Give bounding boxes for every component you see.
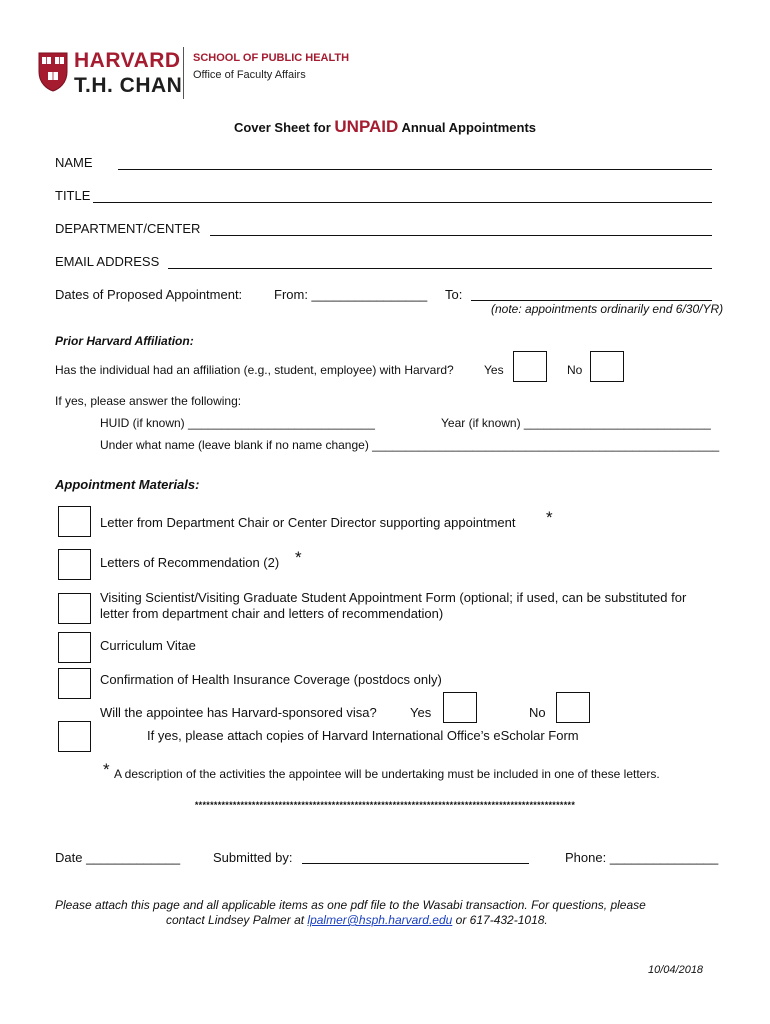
page-title: Cover Sheet for UNPAID Annual Appointments [233, 117, 537, 136]
item-visiting-form-line2: letter from department chair and letters of recommendation) [100, 606, 444, 621]
prior-heading: Prior Harvard Affiliation: [55, 334, 194, 348]
checkbox-visiting-form[interactable] [58, 593, 91, 624]
harvard-shield-icon [38, 52, 68, 92]
separator: **************************************************************************************************** [194, 800, 576, 810]
logo-harvard: HARVARD [74, 49, 181, 72]
dates-label: Dates of Proposed Appointment: [55, 287, 243, 302]
logo-chan: T.H. CHAN [74, 74, 183, 97]
phone-field[interactable]: Phone: _______________ [565, 850, 719, 865]
department-field[interactable] [210, 235, 712, 236]
visa-attach-text: If yes, please attach copies of Harvard International Office’s eScholar Form [147, 728, 579, 743]
title-highlight: UNPAID [334, 117, 399, 136]
prior-yes-checkbox[interactable] [513, 351, 547, 382]
submitted-field[interactable] [302, 863, 529, 864]
prior-no-label: No [567, 363, 583, 377]
name-label: NAME [55, 155, 93, 170]
visa-no-label: No [529, 705, 546, 720]
huid-field[interactable]: HUID (if known) ____________________________ [100, 416, 375, 430]
checkbox-insurance[interactable] [58, 668, 91, 699]
submitted-label: Submitted by: [213, 850, 293, 865]
logo-divider [183, 47, 184, 99]
visa-yes-checkbox[interactable] [443, 692, 477, 723]
footnote-asterisk: * [103, 760, 110, 779]
date-field[interactable]: Date _____________ [55, 850, 181, 865]
to-label: To: [445, 287, 463, 302]
contact-email-link[interactable]: lpalmer@hsph.harvard.edu [307, 913, 453, 927]
logo-school: SCHOOL OF PUBLIC HEALTH [193, 52, 350, 64]
department-label: DEPARTMENT/CENTER [55, 221, 201, 236]
visa-question: Will the appointee has Harvard-sponsored visa? [100, 705, 377, 720]
prior-no-checkbox[interactable] [590, 351, 624, 382]
title-field[interactable] [93, 202, 712, 203]
title-label: TITLE [55, 188, 91, 203]
under-name-field[interactable]: Under what name (leave blank if no name change) ____________________________________________________ [100, 438, 720, 452]
instructions-line2: contact Lindsey Palmer at lpalmer@hsph.harvard.edu or 617-432-1018. [166, 913, 548, 927]
checkbox-escholar[interactable] [58, 721, 91, 752]
materials-heading: Appointment Materials: [55, 477, 200, 492]
prior-yes-label: Yes [484, 363, 504, 377]
checkbox-letter-chair[interactable] [58, 506, 91, 537]
item-recommendation: Letters of Recommendation (2) [100, 555, 280, 570]
visa-yes-label: Yes [410, 705, 432, 720]
footnote-text: A description of the activities the appointee will be undertaking must be included in one of these letters. [114, 767, 660, 781]
logo-office: Office of Faculty Affairs [193, 69, 306, 81]
from-field[interactable]: From: ________________ [274, 287, 428, 302]
checkbox-recommendation[interactable] [58, 549, 91, 580]
item-insurance: Confirmation of Health Insurance Coverage (postdocs only) [100, 672, 442, 687]
item-cv: Curriculum Vitae [100, 638, 196, 653]
dates-note: (note: appointments ordinarily end 6/30/YR) [491, 302, 724, 316]
item-letter-chair: Letter from Department Chair or Center Director supporting appointment [100, 515, 516, 530]
checkbox-cv[interactable] [58, 632, 91, 663]
asterisk-2: * [295, 548, 302, 567]
instructions-line1: Please attach this page and all applicable items as one pdf file to the Wasabi transaction. For questions, please [55, 898, 646, 912]
email-label: EMAIL ADDRESS [55, 254, 160, 269]
to-field[interactable] [471, 300, 712, 301]
asterisk-1: * [546, 508, 553, 527]
if-yes-text: If yes, please answer the following: [55, 394, 242, 408]
version-date: 10/04/2018 [648, 964, 704, 976]
email-field[interactable] [168, 268, 712, 269]
name-field[interactable] [118, 169, 712, 170]
prior-question: Has the individual had an affiliation (e.g., student, employee) with Harvard? [55, 363, 454, 377]
year-field[interactable]: Year (if known) ____________________________ [441, 416, 711, 430]
visa-no-checkbox[interactable] [556, 692, 590, 723]
item-visiting-form-line1: Visiting Scientist/Visiting Graduate Student Appointment Form (optional; if used, can be substituted for [100, 590, 687, 605]
